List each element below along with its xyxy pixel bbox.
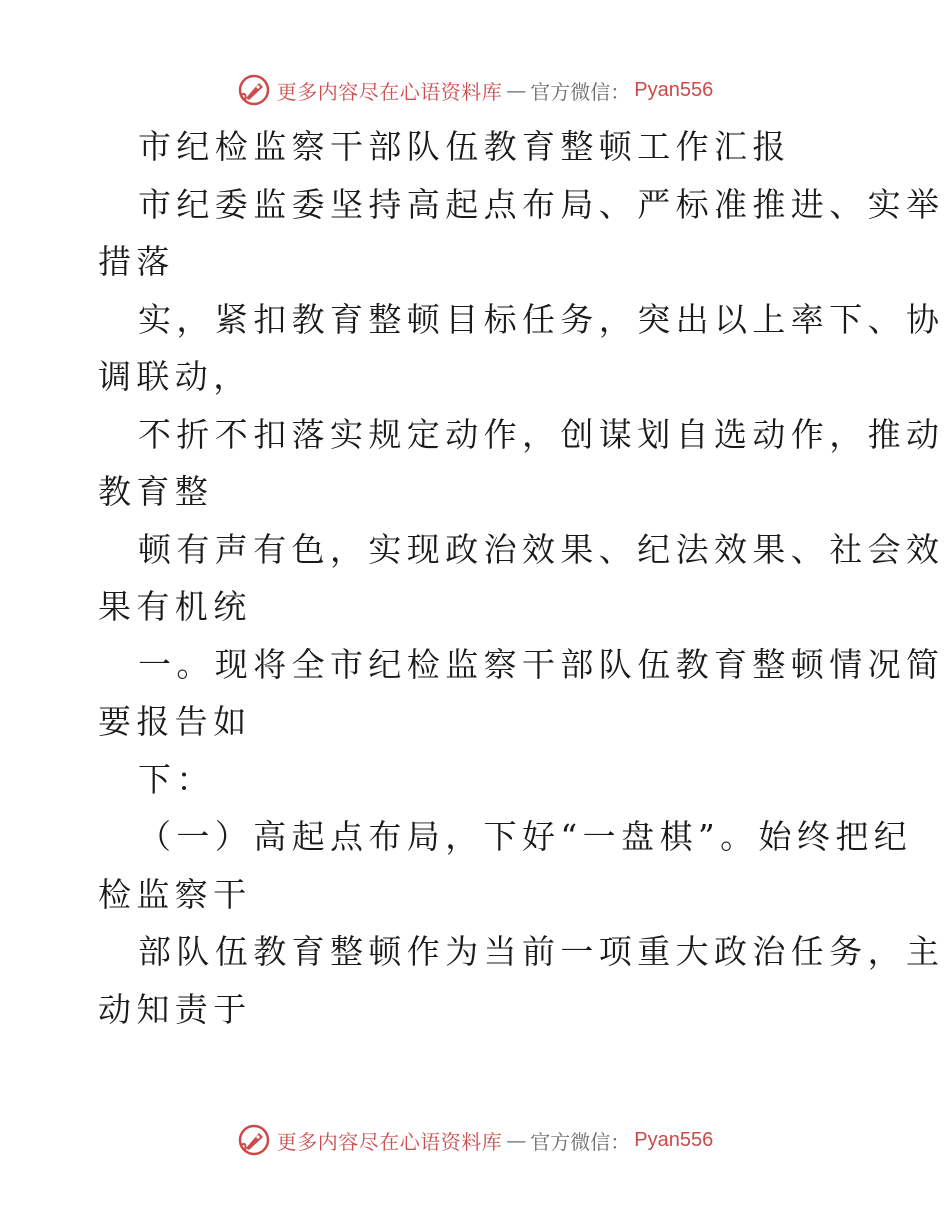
header-watermark — [0, 70, 950, 110]
watermark-wechat-label: 官方微信： — [530, 1129, 631, 1154]
watermark-text: 更多内容尽在心语资料库 — [276, 1129, 503, 1154]
watermark-text: 更多内容尽在心语资料库 — [276, 79, 503, 104]
pen-nib-logo-icon — [237, 1123, 271, 1157]
paragraph-line: 措落 — [98, 242, 175, 281]
paragraph-line: （一）高起点布局，下好“一盘棋”。始终把纪 — [138, 817, 913, 856]
document-title: 市纪检监察干部队伍教育整顿工作汇报 — [138, 127, 791, 166]
document-body — [98, 118, 945, 1038]
paragraph-line: 下： — [138, 759, 215, 799]
watermark-wechat-id: Pyan556 — [634, 1128, 714, 1151]
paragraph-line: 一。现将全市纪检监察干部队伍教育整顿情况简 — [138, 644, 945, 684]
paragraph-line: 调联动， — [98, 357, 252, 396]
paragraph-line: 实，紧扣教育整顿目标任务，突出以上率下、协 — [138, 299, 945, 339]
paragraph-line: 检监察干 — [98, 874, 252, 914]
paragraph-line: 不折不扣落实规定动作，创谋划自选动作，推动 — [138, 414, 945, 454]
paragraph-line: 要报告如 — [98, 702, 252, 741]
footer-watermark — [0, 1120, 950, 1160]
watermark-dash: — — [506, 1128, 527, 1152]
watermark-wechat-id: Pyan556 — [634, 78, 714, 101]
paragraph-line: 市纪委监委坚持高起点布局、严标准推进、实举 — [138, 184, 945, 224]
paragraph-line: 果有机统 — [98, 587, 252, 626]
pen-nib-logo-icon — [237, 73, 271, 107]
paragraph-line: 顿有声有色，实现政治效果、纪法效果、社会效 — [138, 529, 945, 569]
watermark-wechat-label: 官方微信： — [530, 79, 631, 104]
paragraph-line: 部队伍教育整顿作为当前一项重大政治任务，主 — [138, 932, 945, 971]
watermark-dash: — — [506, 78, 527, 102]
paragraph-line: 教育整 — [98, 472, 214, 511]
paragraph-line: 动知责于 — [98, 989, 252, 1029]
